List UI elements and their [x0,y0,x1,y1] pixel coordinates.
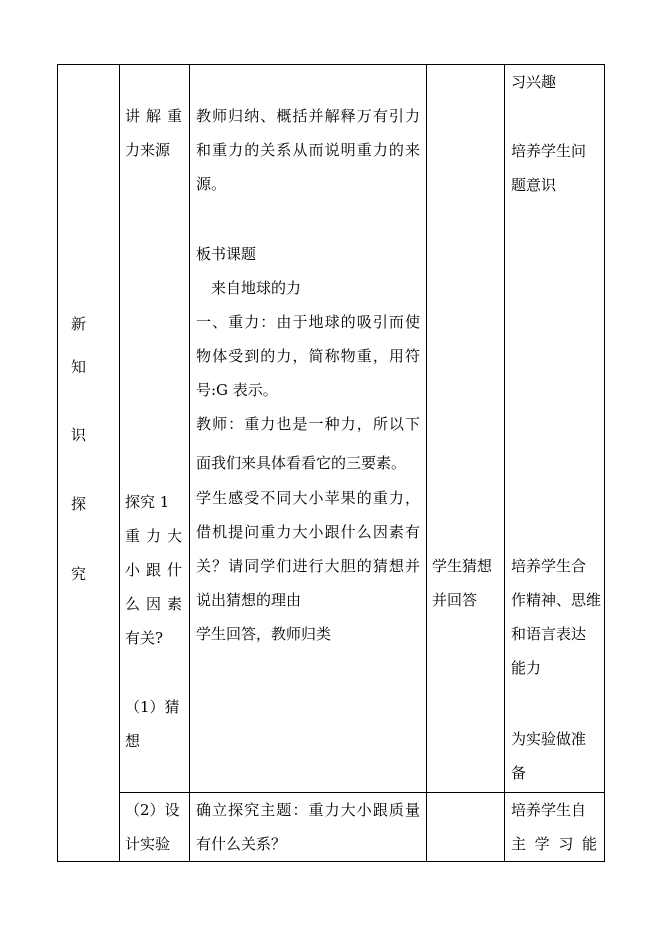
step-explore-line: 探究 1 [125,493,170,511]
section-label-char: 知 [71,358,87,376]
content-student-line: 说出猜想的理由 [196,591,302,609]
content-teacher-line: 面我们来具体看看它的三要素。 [196,454,407,472]
intent-interest: 习兴趣 [511,73,557,91]
section-label-char: 探 [71,495,87,513]
step-guess-line: （1）猜 [125,698,180,716]
intent-question-line: 题意识 [511,176,557,194]
intent-coop-line: 培养学生合 [511,557,587,575]
intent-coop-line: 和语言表达 [511,625,587,643]
student-activity-line: 并回答 [432,591,478,609]
content-topic: 来自地球的力 [211,279,302,297]
content-teacher-line: 教师：重力也是一种力，所以下 [196,415,420,433]
step-lecture-line: 讲解重 [125,107,182,125]
intent-prep-line: 为实验做准 [511,730,587,748]
step-design-line: （2）设 [125,801,180,819]
column-divider-4 [504,64,505,862]
content-student-line: 学生感受不同大小苹果的重力， [196,489,420,507]
table-bottom-border [57,861,605,862]
step-explore-line: 小跟什 [125,561,182,579]
table-right-border [604,64,605,862]
table-left-border [57,64,58,862]
row-divider [119,792,605,793]
step-explore-line: 么因素 [125,595,182,613]
content-definition-line: 号:G 表示。 [196,381,278,399]
content-student-line: 关？请同学们进行大胆的猜想并 [196,557,420,575]
column-divider-2 [189,64,190,862]
student-activity-line: 学生猜想 [432,557,493,575]
content-definition-line: 一、重力：由于地球的吸引而使 [196,313,420,331]
intent-coop-line: 作精神、思维 [511,591,602,609]
intent-coop-line: 能力 [511,659,542,677]
content-answer: 学生回答，教师归类 [196,625,332,643]
intent-question-line: 培养学生问 [511,142,587,160]
content-design-line: 确立探究主题：重力大小跟质量 [196,801,420,819]
content-student-line: 借机提问重力大小跟什么因素有 [196,523,420,541]
intent-self-line: 主学习能 [511,835,597,853]
content-summary-line: 教师归纳、概括并解释万有引力 [196,107,420,125]
intent-prep-line: 备 [511,764,527,782]
content-definition-line: 物体受到的力，简称物重，用符 [196,347,420,365]
content-design-line: 有什么关系？ [196,835,287,853]
step-lecture-line: 力来源 [125,141,171,159]
section-label-char: 究 [71,565,87,583]
step-explore-line: 重力大 [125,527,182,545]
column-divider-3 [426,64,427,862]
section-label-char: 识 [71,426,87,444]
table-top-border [57,64,605,65]
step-guess-line: 想 [125,732,141,750]
content-summary-line: 源。 [196,175,227,193]
step-design-line: 计实验 [125,835,171,853]
step-explore-line: 有关? [125,629,164,647]
section-label-char: 新 [71,315,87,333]
column-divider-1 [119,64,120,862]
intent-self-line: 培养学生自 [511,801,587,819]
content-summary-line: 和重力的关系从而说明重力的来 [196,141,420,159]
content-board-title: 板书课题 [196,245,257,263]
